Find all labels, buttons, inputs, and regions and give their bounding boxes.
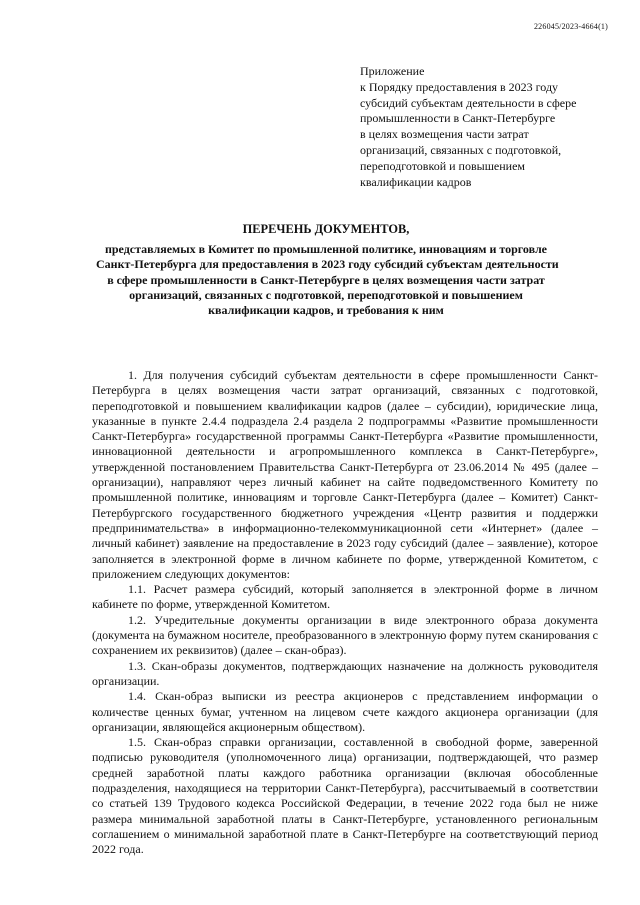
appendix-line: квалификации кадров	[360, 174, 472, 189]
appendix-line: к Порядку предоставления в 2023 году	[360, 79, 559, 94]
document-number: 226045/2023-4664(1)	[533, 22, 608, 31]
document-body	[92, 368, 598, 858]
subtitle-line: в сфере промышленности в Санкт-Петербурге в целях возмещения части затрат	[107, 272, 545, 287]
paragraph-1-4: 1.4. Скан-образ выписки из реестра акционеров с представлением информации о количестве ценных бумаг, учтенном на лицевом счете каждого акционера организации (для организации, являющейся акционерным обществом).	[92, 689, 598, 734]
document-subtitle	[96, 242, 559, 318]
appendix-line: организаций, связанных с подготовкой,	[360, 142, 562, 157]
appendix-line: в целях возмещения части затрат	[360, 127, 529, 142]
subtitle-line: представляемых в Комитет по промышленной политике, инновациям и торговле	[104, 242, 548, 256]
paragraph-1-5: 1.5. Скан-образ справки организации, составленной в свободной форме, заверенной подписью руководителя (уполномоченного лица) организации, подтверждающей, что размер средней заработной платы каждого работника организации (включая обособленные подразделения, находящиеся на территории Санкт-Петербурга), рассчитываемый в соответствии со статьей 139 Трудового кодекса Российской Федерации, в течение 2022 года был не ниже размера минимальной заработной платы в Санкт-Петербурге, установленного региональным соглашением о минимальной заработной плате в Санкт-Петербурге на соответствующий период 2022 года.	[92, 735, 598, 857]
document-title: ПЕРЕЧЕНЬ ДОКУМЕНТОВ,	[242, 222, 410, 236]
appendix-line: Приложение	[360, 64, 425, 78]
appendix-line: субсидий субъектам деятельности в сфере	[360, 95, 577, 110]
paragraph-1-2: 1.2. Учредительные документы организации в виде электронного образа документа (документа на бумажном носителе, преобразованного в электронную форму путем сканирования с сохранением их реквизитов) (далее – скан-образ).	[92, 612, 598, 658]
appendix-header	[360, 64, 610, 190]
subtitle-line: организаций, связанных с подготовкой, переподготовкой и повышением	[129, 287, 523, 302]
appendix-line: переподготовкой и повышением	[360, 158, 526, 173]
subtitle-line: Санкт-Петербурга для предоставления в 2023 году субсидий субъектам деятельности	[96, 257, 559, 272]
paragraph-1-1: 1.1. Расчет размера субсидий, который заполняется в электронной форме в личном кабинете по форме, утвержденной Комитетом.	[92, 582, 598, 612]
paragraph-1-3: 1.3. Скан-образы документов, подтверждающих назначение на должность руководителя организации.	[92, 658, 598, 688]
subtitle-line: квалификации кадров, и требования к ним	[208, 303, 444, 318]
appendix-line: промышленности в Санкт-Петербурге	[360, 111, 556, 126]
paragraph-1: 1. Для получения субсидий субъектам деятельности в сфере промышленности Санкт-Петербурга в целях возмещения части затрат организаций, связанных с подготовкой, переподготовкой и повышением квалификации кадров (далее – субсидии), юридические лица, указанные в пункте 2.4.4 подраздела 2.4 раздела 2 подпрограммы «Развитие промышленности Санкт-Петербурга» государственной программы Санкт-Петербурга «Развитие промышленности, инновационной деятельности и агропромышленного комплекса в Санкт-Петербурге», утвержденной постановлением Правительства Санкт-Петербурга от 23.06.2014 № 495 (далее – организации), направляют через личный кабинет на сайте подведомственного Комитету по промышленной политике, инновациям и торговле Санкт-Петербурга (далее – Комитет) Санкт-Петербургского государственного бюджетного учреждения «Центр развития и поддержки предпринимательства» в информационно-телекоммуникационной сети «Интернет» (далее – личный кабинет) заявление на предоставление в 2023 году субсидий (далее – заявление), которое заполняется в электронной форме в личном кабинете по форме, утвержденной Комитетом, с приложением следующих документов:	[92, 368, 598, 581]
